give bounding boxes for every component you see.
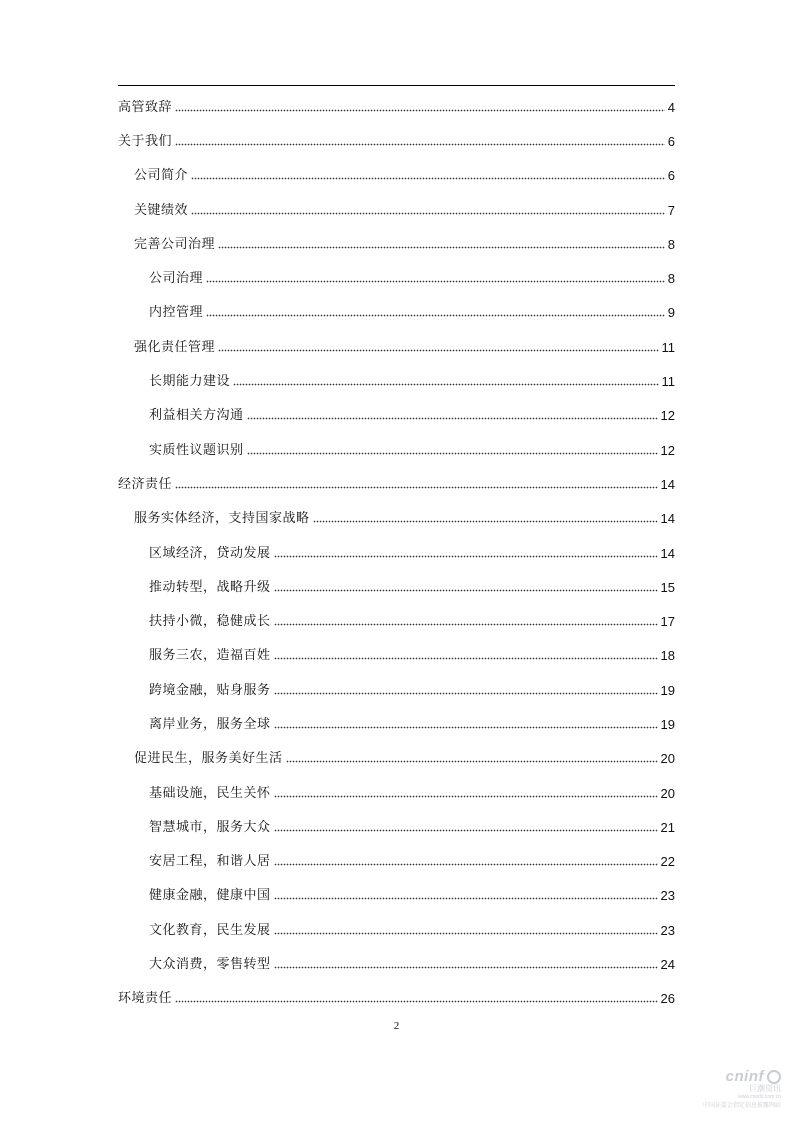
watermark-url: www.cninfo.com.cn	[738, 1094, 781, 1100]
toc-dot-leader	[218, 347, 658, 353]
toc-dot-leader	[274, 965, 658, 971]
toc-entry-title: 利益相关方沟通	[149, 408, 244, 424]
toc-dot-leader	[274, 862, 658, 868]
toc-entry[interactable]	[118, 261, 675, 295]
toc-entry-page: 6	[667, 133, 675, 149]
toc-entry[interactable]	[118, 604, 675, 638]
toc-dot-leader	[274, 930, 658, 936]
page-number: 2	[393, 1020, 400, 1032]
toc-entry-page: 24	[660, 957, 675, 973]
toc-entry-page: 26	[660, 991, 675, 1007]
toc-entry[interactable]	[118, 845, 675, 879]
toc-entry[interactable]	[118, 982, 675, 1016]
watermark-brand: cninf	[725, 1068, 764, 1085]
watermark-tagline: 中国证监会指定信息披露网站	[702, 1103, 781, 1109]
toc-entry-page: 18	[660, 648, 675, 664]
toc-entry-title: 关于我们	[118, 133, 173, 149]
toc-dot-leader	[247, 416, 658, 422]
toc-entry-page: 19	[660, 716, 675, 732]
toc-entry-title: 高管致辞	[118, 99, 173, 115]
toc-dot-leader	[274, 553, 658, 559]
toc-dot-leader	[191, 176, 665, 182]
toc-entry[interactable]	[118, 330, 675, 364]
toc-entry-page: 23	[660, 922, 675, 938]
toc-entry-page: 17	[660, 614, 675, 630]
toc-entry-title: 公司简介	[134, 168, 189, 184]
toc-entry-title: 实质性议题识别	[149, 442, 244, 458]
toc-entry-title: 长期能力建设	[149, 374, 231, 390]
toc-entry[interactable]	[118, 296, 675, 330]
toc-entry-page: 6	[667, 168, 675, 184]
toc-entry[interactable]	[118, 433, 675, 467]
toc-entry-page: 4	[667, 99, 675, 115]
toc-entry-title: 内控管理	[149, 305, 204, 321]
toc-dot-leader	[274, 724, 658, 730]
toc-entry-page: 11	[661, 374, 675, 390]
toc-entry-title: 服务三农，造福百姓	[149, 648, 271, 664]
toc-entry-page: 21	[660, 819, 675, 835]
toc-dot-leader	[175, 107, 665, 113]
toc-entry[interactable]	[118, 364, 675, 398]
toc-entry-title: 智慧城市，服务大众	[149, 819, 271, 835]
toc-entry[interactable]	[118, 879, 675, 913]
toc-entry[interactable]	[118, 467, 675, 501]
toc-entry[interactable]	[118, 570, 675, 604]
toc-dot-leader	[274, 622, 658, 628]
toc-entry[interactable]	[118, 90, 675, 124]
toc-entry-title: 离岸业务，服务全球	[149, 716, 271, 732]
toc-entry-title: 强化责任管理	[134, 339, 216, 355]
toc-entry-page: 9	[667, 305, 675, 321]
toc-entry[interactable]	[118, 159, 675, 193]
toc-entry[interactable]	[118, 947, 675, 981]
toc-entry[interactable]	[118, 502, 675, 536]
toc-entry[interactable]	[118, 227, 675, 261]
cninfo-logo-icon	[767, 1070, 781, 1084]
toc-entry[interactable]	[118, 639, 675, 673]
toc-entry-page: 22	[660, 854, 675, 870]
toc-entry-title: 安居工程，和谐人居	[149, 854, 271, 870]
toc-entry[interactable]	[118, 536, 675, 570]
toc-entry[interactable]	[118, 124, 675, 158]
toc-entry[interactable]	[118, 810, 675, 844]
toc-entry-page: 12	[660, 408, 675, 424]
toc-dot-leader	[274, 690, 658, 696]
toc-entry[interactable]	[118, 399, 675, 433]
toc-entry-title: 公司治理	[149, 271, 204, 287]
header-rule	[118, 85, 675, 86]
toc-entry-page: 19	[660, 682, 675, 698]
toc-entry-page: 14	[660, 511, 675, 527]
toc-entry-page: 8	[667, 236, 675, 252]
toc-dot-leader	[274, 896, 658, 902]
toc-entry-page: 12	[660, 442, 675, 458]
toc-entry-title: 跨境金融，贴身服务	[149, 682, 271, 698]
toc-entry-page: 14	[660, 545, 675, 561]
toc-entry-title: 关键绩效	[134, 202, 189, 218]
toc-entry[interactable]	[118, 707, 675, 741]
toc-dot-leader	[274, 656, 658, 662]
toc-entry-title: 促进民生，服务美好生活	[134, 751, 283, 767]
toc-entry-title: 大众消费，零售转型	[149, 957, 271, 973]
toc-entry-page: 11	[661, 339, 675, 355]
toc-entry[interactable]	[118, 742, 675, 776]
toc-entry-page: 14	[660, 476, 675, 492]
toc-entry-title: 完善公司治理	[134, 236, 216, 252]
toc-entry-title: 文化教育，民生发展	[149, 922, 271, 938]
toc-dot-leader	[274, 827, 658, 833]
toc-dot-leader	[274, 793, 658, 799]
toc-entry-title: 健康金融，健康中国	[149, 888, 271, 904]
cninfo-watermark	[671, 1068, 781, 1109]
toc-dot-leader	[313, 519, 658, 525]
toc-dot-leader	[206, 279, 665, 285]
toc-entry-title: 环境责任	[118, 991, 173, 1007]
toc-entry-page: 8	[667, 271, 675, 287]
toc-entry-title: 区域经济，贷动发展	[149, 545, 271, 561]
toc-entry-page: 23	[660, 888, 675, 904]
toc-entry[interactable]	[118, 673, 675, 707]
toc-entry[interactable]	[118, 776, 675, 810]
toc-entry-page: 20	[660, 751, 675, 767]
toc-entry-page: 20	[660, 785, 675, 801]
toc-dot-leader	[175, 141, 665, 147]
toc-dot-leader	[286, 759, 658, 765]
toc-entry[interactable]	[118, 913, 675, 947]
toc-dot-leader	[218, 244, 665, 250]
toc-entry[interactable]	[118, 193, 675, 227]
toc-entry-title: 基础设施，民生关怀	[149, 785, 271, 801]
toc-dot-leader	[233, 382, 658, 388]
toc-entry-title: 扶持小微，稳健成长	[149, 614, 271, 630]
toc-entry-page: 7	[667, 202, 675, 218]
toc-entry-title: 服务实体经济，支持国家战略	[134, 511, 310, 527]
toc-dot-leader	[191, 210, 665, 216]
toc-entry-title: 经济责任	[118, 476, 173, 492]
watermark-brand-cn: 巨潮资讯	[749, 1084, 781, 1093]
toc-dot-leader	[274, 587, 658, 593]
toc-entry-title: 推动转型，战略升级	[149, 579, 271, 595]
toc-dot-leader	[247, 450, 658, 456]
toc-dot-leader	[206, 313, 665, 319]
toc-dot-leader	[175, 484, 658, 490]
table-of-contents	[118, 90, 675, 1016]
toc-dot-leader	[175, 999, 658, 1005]
toc-entry-page: 15	[660, 579, 675, 595]
